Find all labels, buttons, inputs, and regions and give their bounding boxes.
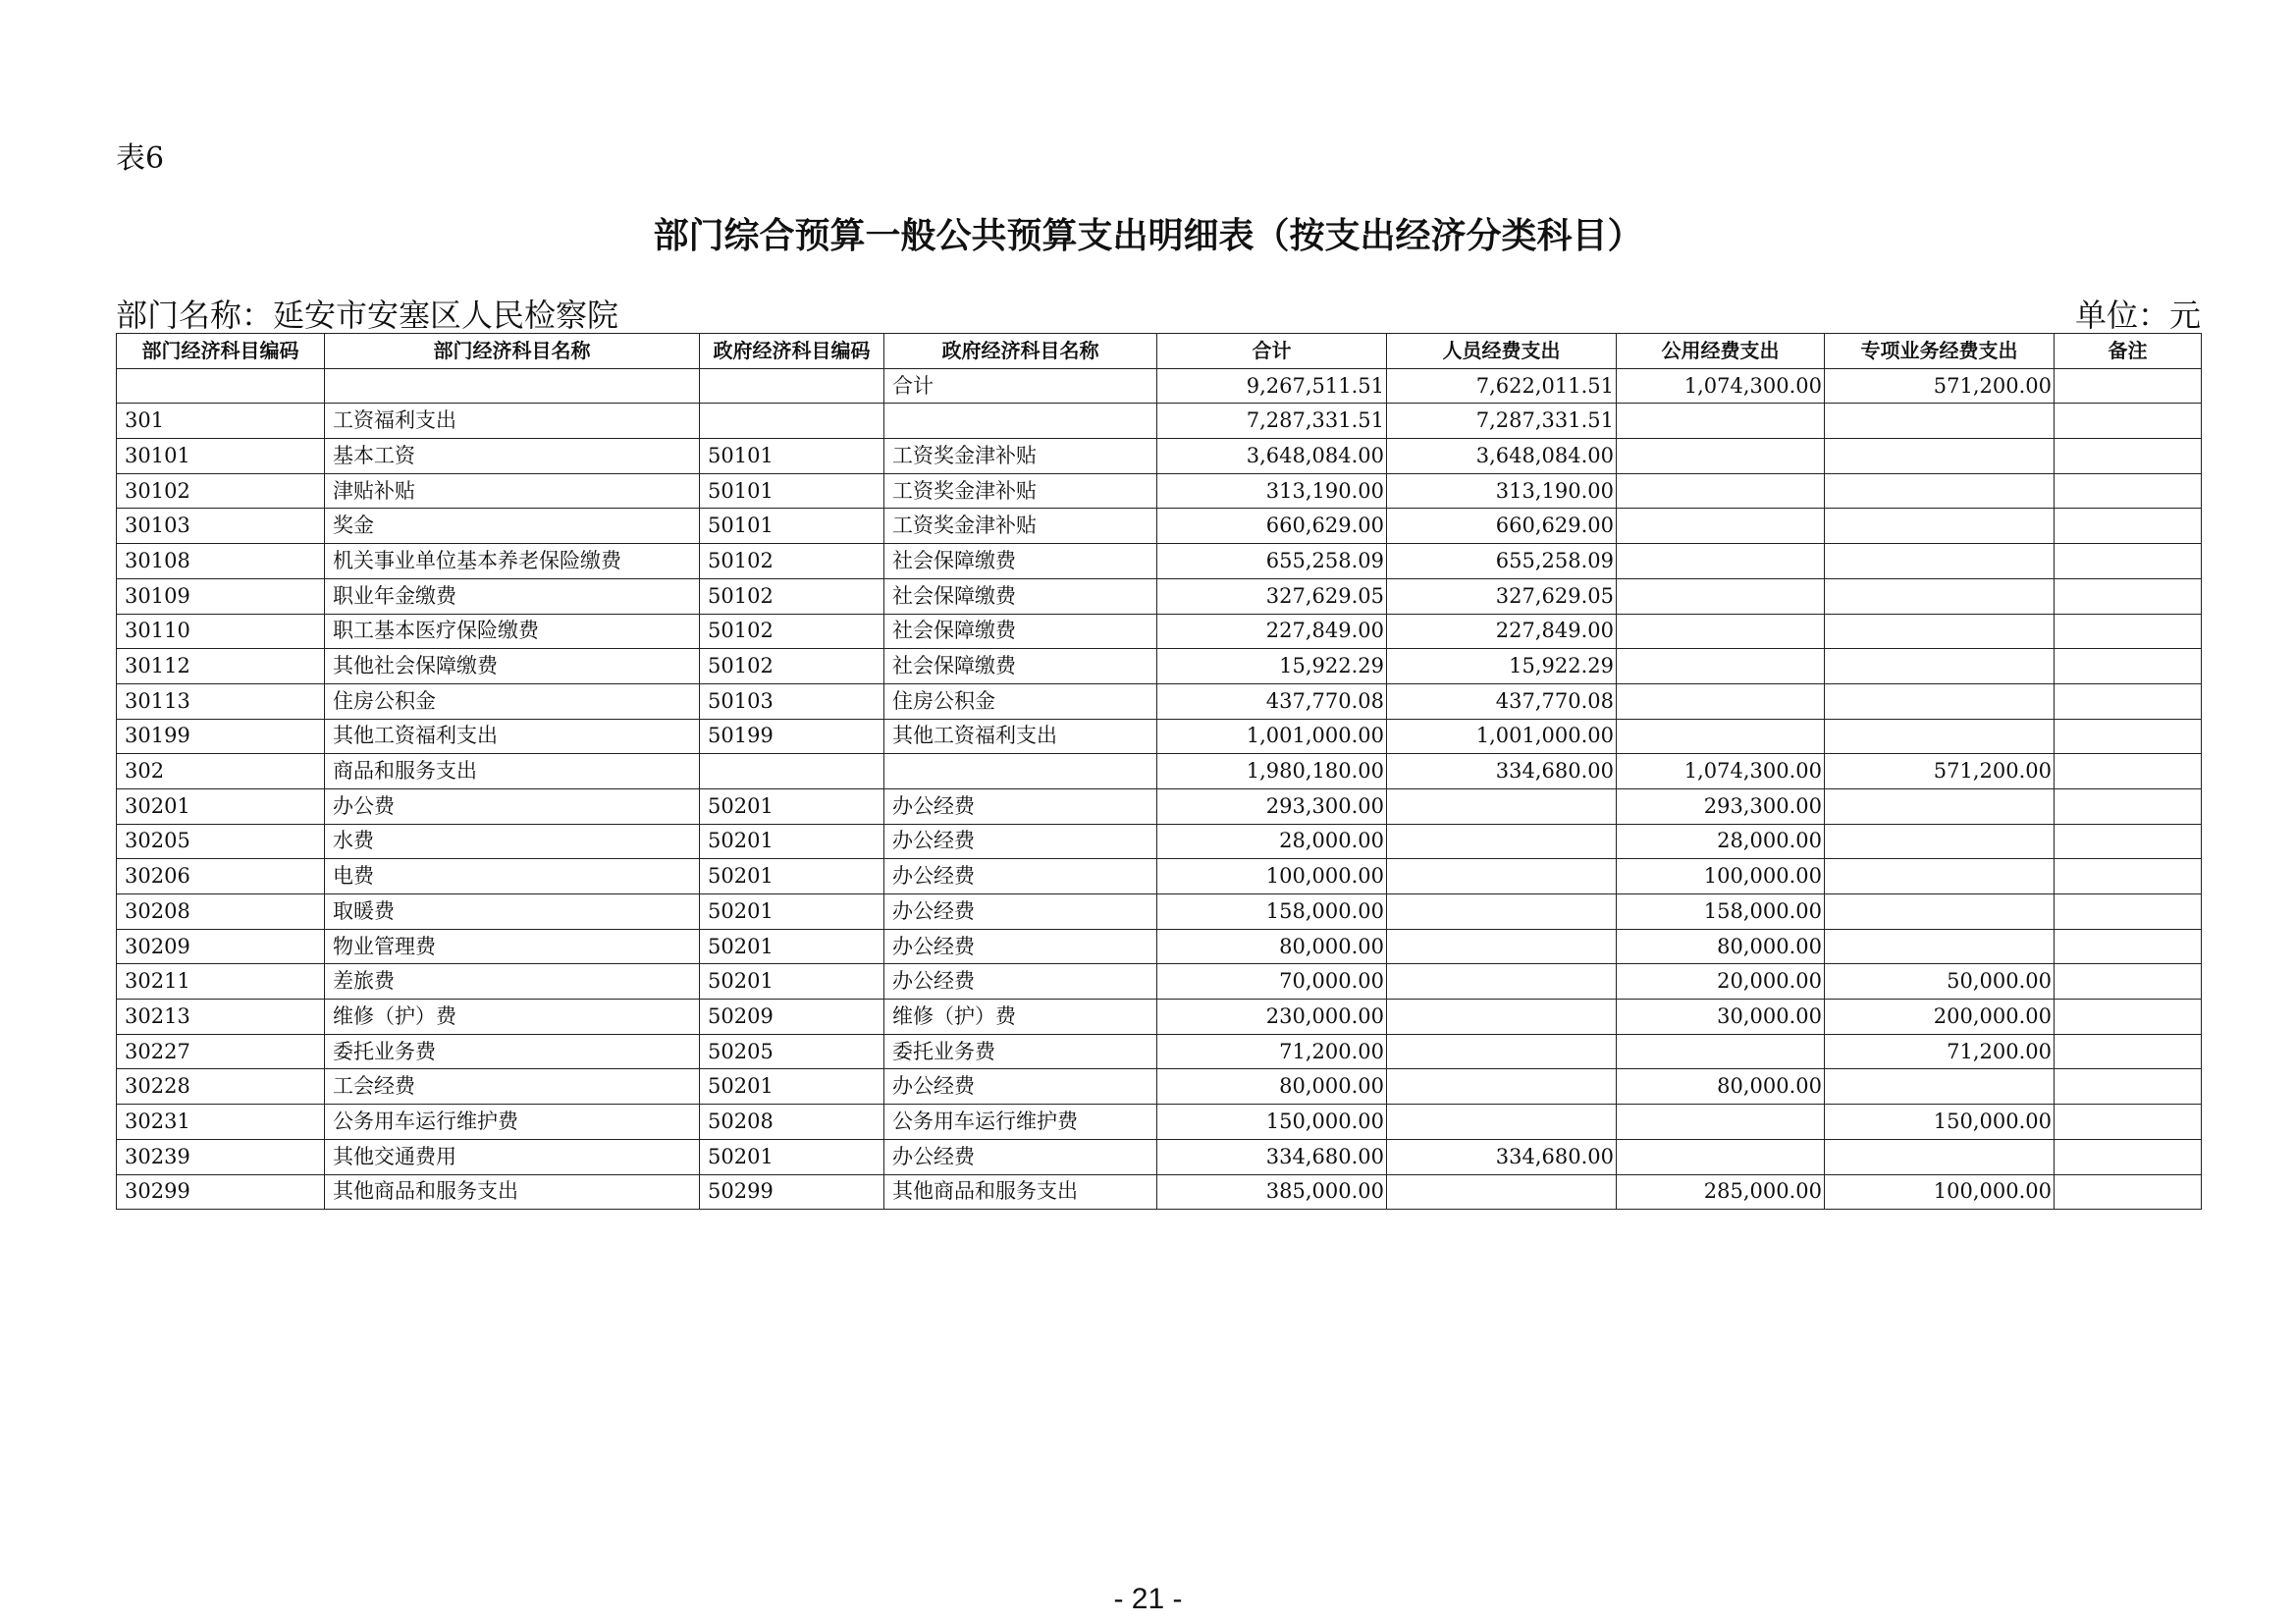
cell-note bbox=[2055, 859, 2202, 894]
cell-total: 100,000.00 bbox=[1157, 859, 1387, 894]
cell-dept-code: 30109 bbox=[117, 578, 325, 614]
cell-dept-code: 30227 bbox=[117, 1034, 325, 1069]
cell-note bbox=[2055, 824, 2202, 859]
cell-special bbox=[1825, 509, 2055, 544]
cell-gov-code: 50102 bbox=[700, 614, 884, 649]
table-row bbox=[117, 1000, 2202, 1035]
cell-personnel: 313,190.00 bbox=[1387, 473, 1617, 509]
header-public: 公用经费支出 bbox=[1617, 334, 1825, 369]
cell-total: 158,000.00 bbox=[1157, 894, 1387, 930]
cell-personnel bbox=[1387, 964, 1617, 1000]
cell-gov-name: 办公经费 bbox=[884, 894, 1157, 930]
cell-personnel bbox=[1387, 929, 1617, 964]
cell-dept-code: 30211 bbox=[117, 964, 325, 1000]
cell-note bbox=[2055, 1139, 2202, 1174]
cell-gov-code bbox=[700, 404, 884, 439]
cell-public: 100,000.00 bbox=[1617, 859, 1825, 894]
unit-label: 单位：元 bbox=[2074, 297, 2201, 334]
cell-dept-name: 住房公积金 bbox=[325, 683, 700, 719]
cell-public: 1,074,300.00 bbox=[1617, 368, 1825, 404]
cell-note bbox=[2055, 439, 2202, 474]
cell-gov-code: 50201 bbox=[700, 859, 884, 894]
cell-dept-code: 30103 bbox=[117, 509, 325, 544]
cell-total: 334,680.00 bbox=[1157, 1139, 1387, 1174]
cell-note bbox=[2055, 964, 2202, 1000]
cell-dept-name: 委托业务费 bbox=[325, 1034, 700, 1069]
cell-special bbox=[1825, 578, 2055, 614]
cell-dept-name: 其他交通费用 bbox=[325, 1139, 700, 1174]
cell-personnel bbox=[1387, 1174, 1617, 1210]
cell-public bbox=[1617, 614, 1825, 649]
cell-gov-name: 工资奖金津补贴 bbox=[884, 509, 1157, 544]
cell-gov-code: 50299 bbox=[700, 1174, 884, 1210]
cell-dept-name: 办公费 bbox=[325, 788, 700, 824]
cell-note bbox=[2055, 1174, 2202, 1210]
cell-total: 15,922.29 bbox=[1157, 649, 1387, 684]
cell-gov-name bbox=[884, 404, 1157, 439]
cell-special bbox=[1825, 614, 2055, 649]
cell-total: 150,000.00 bbox=[1157, 1105, 1387, 1140]
cell-dept-name: 工会经费 bbox=[325, 1069, 700, 1105]
cell-special: 200,000.00 bbox=[1825, 1000, 2055, 1035]
cell-note bbox=[2055, 894, 2202, 930]
cell-gov-code: 50209 bbox=[700, 1000, 884, 1035]
header-gov-name: 政府经济科目名称 bbox=[884, 334, 1157, 369]
cell-note bbox=[2055, 1000, 2202, 1035]
cell-gov-code: 50102 bbox=[700, 544, 884, 579]
cell-dept-name: 物业管理费 bbox=[325, 929, 700, 964]
table-row bbox=[117, 649, 2202, 684]
table-number: 表6 bbox=[116, 141, 165, 176]
cell-gov-name: 社会保障缴费 bbox=[884, 614, 1157, 649]
cell-gov-name: 社会保障缴费 bbox=[884, 649, 1157, 684]
cell-special bbox=[1825, 404, 2055, 439]
cell-public: 80,000.00 bbox=[1617, 1069, 1825, 1105]
cell-personnel: 1,001,000.00 bbox=[1387, 719, 1617, 754]
cell-note bbox=[2055, 788, 2202, 824]
budget-table bbox=[116, 333, 2202, 1210]
cell-dept-code: 30228 bbox=[117, 1069, 325, 1105]
header-note: 备注 bbox=[2055, 334, 2202, 369]
cell-gov-name: 办公经费 bbox=[884, 859, 1157, 894]
cell-note bbox=[2055, 649, 2202, 684]
cell-gov-code: 50201 bbox=[700, 824, 884, 859]
header-dept-code: 部门经济科目编码 bbox=[117, 334, 325, 369]
cell-public bbox=[1617, 473, 1825, 509]
cell-dept-code: 30113 bbox=[117, 683, 325, 719]
cell-total: 293,300.00 bbox=[1157, 788, 1387, 824]
cell-note bbox=[2055, 683, 2202, 719]
cell-special: 50,000.00 bbox=[1825, 964, 2055, 1000]
table-row bbox=[117, 929, 2202, 964]
cell-personnel bbox=[1387, 859, 1617, 894]
cell-total: 28,000.00 bbox=[1157, 824, 1387, 859]
cell-public bbox=[1617, 544, 1825, 579]
cell-gov-code: 50102 bbox=[700, 649, 884, 684]
cell-note bbox=[2055, 754, 2202, 789]
cell-gov-name: 合计 bbox=[884, 368, 1157, 404]
department-label: 部门名称：延安市安塞区人民检察院 bbox=[116, 297, 619, 334]
cell-special: 71,200.00 bbox=[1825, 1034, 2055, 1069]
cell-public: 1,074,300.00 bbox=[1617, 754, 1825, 789]
cell-special bbox=[1825, 544, 2055, 579]
cell-dept-name: 津贴补贴 bbox=[325, 473, 700, 509]
cell-gov-name: 其他商品和服务支出 bbox=[884, 1174, 1157, 1210]
table-row bbox=[117, 788, 2202, 824]
cell-special bbox=[1825, 649, 2055, 684]
cell-dept-code: 302 bbox=[117, 754, 325, 789]
header-dept-name: 部门经济科目名称 bbox=[325, 334, 700, 369]
cell-total: 660,629.00 bbox=[1157, 509, 1387, 544]
cell-personnel: 437,770.08 bbox=[1387, 683, 1617, 719]
cell-public: 30,000.00 bbox=[1617, 1000, 1825, 1035]
cell-dept-code: 30102 bbox=[117, 473, 325, 509]
cell-dept-code: 30299 bbox=[117, 1174, 325, 1210]
cell-personnel: 655,258.09 bbox=[1387, 544, 1617, 579]
cell-total: 9,267,511.51 bbox=[1157, 368, 1387, 404]
cell-dept-name: 公务用车运行维护费 bbox=[325, 1105, 700, 1140]
cell-dept-code: 30208 bbox=[117, 894, 325, 930]
cell-dept-name: 奖金 bbox=[325, 509, 700, 544]
cell-personnel bbox=[1387, 1000, 1617, 1035]
cell-gov-name: 办公经费 bbox=[884, 1139, 1157, 1174]
cell-dept-code: 301 bbox=[117, 404, 325, 439]
cell-special bbox=[1825, 683, 2055, 719]
cell-gov-name: 办公经费 bbox=[884, 1069, 1157, 1105]
table-row bbox=[117, 754, 2202, 789]
cell-gov-code: 50205 bbox=[700, 1034, 884, 1069]
table-row bbox=[117, 578, 2202, 614]
cell-dept-code bbox=[117, 368, 325, 404]
page-title: 部门综合预算一般公共预算支出明细表（按支出经济分类科目） bbox=[653, 216, 1643, 256]
cell-gov-name: 办公经费 bbox=[884, 824, 1157, 859]
cell-gov-name: 维修（护）费 bbox=[884, 1000, 1157, 1035]
cell-personnel bbox=[1387, 824, 1617, 859]
cell-special bbox=[1825, 439, 2055, 474]
cell-note bbox=[2055, 929, 2202, 964]
cell-gov-code: 50208 bbox=[700, 1105, 884, 1140]
table-row bbox=[117, 859, 2202, 894]
cell-dept-code: 30101 bbox=[117, 439, 325, 474]
cell-gov-name: 办公经费 bbox=[884, 964, 1157, 1000]
cell-dept-code: 30209 bbox=[117, 929, 325, 964]
table-row bbox=[117, 368, 2202, 404]
cell-total: 1,980,180.00 bbox=[1157, 754, 1387, 789]
page-number: - 21 - bbox=[1113, 1583, 1183, 1615]
cell-dept-name: 机关事业单位基本养老保险缴费 bbox=[325, 544, 700, 579]
cell-gov-code: 50103 bbox=[700, 683, 884, 719]
cell-special bbox=[1825, 894, 2055, 930]
cell-special bbox=[1825, 1139, 2055, 1174]
cell-special: 571,200.00 bbox=[1825, 368, 2055, 404]
cell-public: 28,000.00 bbox=[1617, 824, 1825, 859]
cell-personnel: 7,622,011.51 bbox=[1387, 368, 1617, 404]
cell-special bbox=[1825, 788, 2055, 824]
cell-gov-name: 委托业务费 bbox=[884, 1034, 1157, 1069]
cell-public bbox=[1617, 683, 1825, 719]
table-row bbox=[117, 1139, 2202, 1174]
cell-public: 80,000.00 bbox=[1617, 929, 1825, 964]
cell-dept-name: 其他商品和服务支出 bbox=[325, 1174, 700, 1210]
cell-note bbox=[2055, 1034, 2202, 1069]
cell-public bbox=[1617, 578, 1825, 614]
cell-personnel bbox=[1387, 1069, 1617, 1105]
table-row bbox=[117, 894, 2202, 930]
table-row bbox=[117, 683, 2202, 719]
cell-public bbox=[1617, 649, 1825, 684]
table-row bbox=[117, 473, 2202, 509]
cell-note bbox=[2055, 614, 2202, 649]
cell-gov-name: 工资奖金津补贴 bbox=[884, 439, 1157, 474]
cell-public bbox=[1617, 1105, 1825, 1140]
cell-dept-code: 30108 bbox=[117, 544, 325, 579]
cell-dept-name: 维修（护）费 bbox=[325, 1000, 700, 1035]
cell-public bbox=[1617, 719, 1825, 754]
cell-public bbox=[1617, 439, 1825, 474]
cell-dept-name: 差旅费 bbox=[325, 964, 700, 1000]
cell-gov-code: 50102 bbox=[700, 578, 884, 614]
cell-dept-name: 电费 bbox=[325, 859, 700, 894]
cell-special bbox=[1825, 719, 2055, 754]
cell-dept-name: 职业年金缴费 bbox=[325, 578, 700, 614]
table-row bbox=[117, 964, 2202, 1000]
cell-public bbox=[1617, 1139, 1825, 1174]
cell-note bbox=[2055, 719, 2202, 754]
cell-personnel: 3,648,084.00 bbox=[1387, 439, 1617, 474]
cell-dept-name: 取暖费 bbox=[325, 894, 700, 930]
cell-dept-name: 职工基本医疗保险缴费 bbox=[325, 614, 700, 649]
cell-personnel: 334,680.00 bbox=[1387, 754, 1617, 789]
table-row bbox=[117, 614, 2202, 649]
cell-special bbox=[1825, 859, 2055, 894]
cell-public bbox=[1617, 509, 1825, 544]
cell-gov-code bbox=[700, 754, 884, 789]
cell-dept-code: 30231 bbox=[117, 1105, 325, 1140]
cell-note bbox=[2055, 368, 2202, 404]
cell-note bbox=[2055, 473, 2202, 509]
cell-total: 385,000.00 bbox=[1157, 1174, 1387, 1210]
cell-dept-name: 其他社会保障缴费 bbox=[325, 649, 700, 684]
cell-personnel bbox=[1387, 1105, 1617, 1140]
table-header-row bbox=[117, 334, 2202, 369]
table-row bbox=[117, 1034, 2202, 1069]
cell-gov-name: 住房公积金 bbox=[884, 683, 1157, 719]
cell-note bbox=[2055, 1069, 2202, 1105]
cell-dept-name bbox=[325, 368, 700, 404]
cell-gov-code bbox=[700, 368, 884, 404]
cell-public: 285,000.00 bbox=[1617, 1174, 1825, 1210]
cell-gov-name bbox=[884, 754, 1157, 789]
cell-personnel: 327,629.05 bbox=[1387, 578, 1617, 614]
table-row bbox=[117, 439, 2202, 474]
cell-personnel: 660,629.00 bbox=[1387, 509, 1617, 544]
cell-special bbox=[1825, 929, 2055, 964]
cell-special: 150,000.00 bbox=[1825, 1105, 2055, 1140]
table-row bbox=[117, 509, 2202, 544]
cell-gov-code: 50201 bbox=[700, 1069, 884, 1105]
cell-personnel bbox=[1387, 894, 1617, 930]
cell-dept-code: 30199 bbox=[117, 719, 325, 754]
table-row bbox=[117, 719, 2202, 754]
cell-personnel: 7,287,331.51 bbox=[1387, 404, 1617, 439]
table-row bbox=[117, 824, 2202, 859]
cell-total: 71,200.00 bbox=[1157, 1034, 1387, 1069]
cell-personnel: 334,680.00 bbox=[1387, 1139, 1617, 1174]
cell-total: 655,258.09 bbox=[1157, 544, 1387, 579]
cell-gov-code: 50201 bbox=[700, 929, 884, 964]
cell-special bbox=[1825, 473, 2055, 509]
cell-dept-code: 30206 bbox=[117, 859, 325, 894]
cell-note bbox=[2055, 509, 2202, 544]
cell-total: 437,770.08 bbox=[1157, 683, 1387, 719]
cell-gov-code: 50101 bbox=[700, 509, 884, 544]
cell-gov-name: 办公经费 bbox=[884, 788, 1157, 824]
cell-special bbox=[1825, 1069, 2055, 1105]
cell-gov-code: 50201 bbox=[700, 894, 884, 930]
cell-note bbox=[2055, 544, 2202, 579]
cell-public bbox=[1617, 1034, 1825, 1069]
cell-public bbox=[1617, 404, 1825, 439]
cell-dept-code: 30205 bbox=[117, 824, 325, 859]
cell-public: 158,000.00 bbox=[1617, 894, 1825, 930]
cell-gov-code: 50101 bbox=[700, 473, 884, 509]
cell-dept-name: 其他工资福利支出 bbox=[325, 719, 700, 754]
cell-personnel: 15,922.29 bbox=[1387, 649, 1617, 684]
cell-gov-code: 50201 bbox=[700, 788, 884, 824]
cell-dept-name: 工资福利支出 bbox=[325, 404, 700, 439]
cell-gov-code: 50199 bbox=[700, 719, 884, 754]
cell-total: 70,000.00 bbox=[1157, 964, 1387, 1000]
header-gov-code: 政府经济科目编码 bbox=[700, 334, 884, 369]
cell-special bbox=[1825, 824, 2055, 859]
table-row bbox=[117, 404, 2202, 439]
cell-gov-code: 50201 bbox=[700, 1139, 884, 1174]
cell-gov-name: 公务用车运行维护费 bbox=[884, 1105, 1157, 1140]
cell-note bbox=[2055, 404, 2202, 439]
table-row bbox=[117, 1174, 2202, 1210]
cell-special: 100,000.00 bbox=[1825, 1174, 2055, 1210]
cell-gov-name: 其他工资福利支出 bbox=[884, 719, 1157, 754]
header-special: 专项业务经费支出 bbox=[1825, 334, 2055, 369]
cell-dept-name: 基本工资 bbox=[325, 439, 700, 474]
cell-dept-name: 商品和服务支出 bbox=[325, 754, 700, 789]
cell-gov-name: 社会保障缴费 bbox=[884, 578, 1157, 614]
cell-dept-name: 水费 bbox=[325, 824, 700, 859]
table-row bbox=[117, 1105, 2202, 1140]
cell-total: 3,648,084.00 bbox=[1157, 439, 1387, 474]
cell-gov-code: 50201 bbox=[700, 964, 884, 1000]
table-body bbox=[117, 368, 2202, 1210]
table-row bbox=[117, 544, 2202, 579]
cell-special: 571,200.00 bbox=[1825, 754, 2055, 789]
cell-gov-name: 办公经费 bbox=[884, 929, 1157, 964]
cell-total: 230,000.00 bbox=[1157, 1000, 1387, 1035]
cell-total: 80,000.00 bbox=[1157, 1069, 1387, 1105]
cell-total: 327,629.05 bbox=[1157, 578, 1387, 614]
table-row bbox=[117, 1069, 2202, 1105]
cell-dept-code: 30110 bbox=[117, 614, 325, 649]
cell-note bbox=[2055, 578, 2202, 614]
header-personnel: 人员经费支出 bbox=[1387, 334, 1617, 369]
header-total: 合计 bbox=[1157, 334, 1387, 369]
cell-dept-code: 30112 bbox=[117, 649, 325, 684]
cell-public: 20,000.00 bbox=[1617, 964, 1825, 1000]
cell-total: 7,287,331.51 bbox=[1157, 404, 1387, 439]
cell-personnel bbox=[1387, 1034, 1617, 1069]
cell-total: 1,001,000.00 bbox=[1157, 719, 1387, 754]
cell-total: 80,000.00 bbox=[1157, 929, 1387, 964]
cell-gov-name: 社会保障缴费 bbox=[884, 544, 1157, 579]
cell-public: 293,300.00 bbox=[1617, 788, 1825, 824]
cell-note bbox=[2055, 1105, 2202, 1140]
cell-dept-code: 30201 bbox=[117, 788, 325, 824]
cell-dept-code: 30239 bbox=[117, 1139, 325, 1174]
cell-total: 227,849.00 bbox=[1157, 614, 1387, 649]
cell-personnel bbox=[1387, 788, 1617, 824]
cell-personnel: 227,849.00 bbox=[1387, 614, 1617, 649]
cell-gov-code: 50101 bbox=[700, 439, 884, 474]
cell-dept-code: 30213 bbox=[117, 1000, 325, 1035]
cell-gov-name: 工资奖金津补贴 bbox=[884, 473, 1157, 509]
cell-total: 313,190.00 bbox=[1157, 473, 1387, 509]
